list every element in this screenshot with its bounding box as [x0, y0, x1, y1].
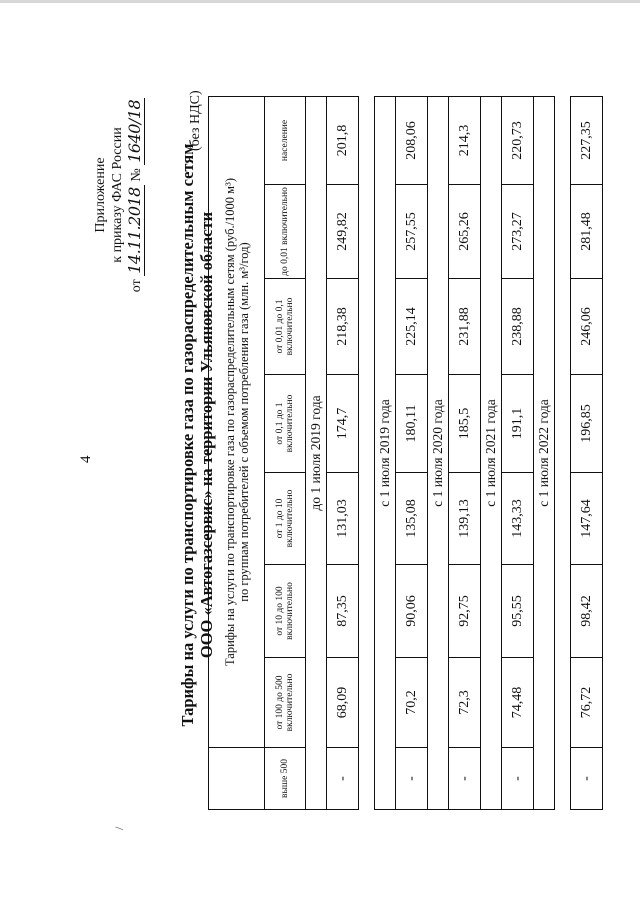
tariff-value: 273,27 — [502, 185, 534, 279]
period-label: с 1 июля 2021 года — [481, 97, 502, 810]
tariff-value: 281,48 — [571, 185, 603, 279]
tariff-value: - — [449, 748, 481, 810]
spacer-row — [555, 97, 571, 810]
order-date-prefix: от — [129, 279, 144, 293]
tariff-value: 227,35 — [571, 97, 603, 185]
tariff-value: 225,14 — [396, 279, 428, 375]
period-row — [534, 97, 555, 810]
table-row — [449, 97, 481, 810]
tariff-value: 74,48 — [502, 658, 534, 748]
tariff-value: 95,55 — [502, 565, 534, 658]
tariff-value: 214,3 — [449, 97, 481, 185]
tariff-value: 185,5 — [449, 375, 481, 473]
appendix-order-line — [126, 95, 145, 295]
column-header: от 100 до 500 включительно — [265, 658, 306, 748]
tariff-value: 98,42 — [571, 565, 603, 658]
tariff-value: - — [327, 748, 359, 810]
table-row — [396, 97, 428, 810]
column-header: от 1 до 10 включительно — [265, 473, 306, 565]
tariff-value: 246,06 — [571, 279, 603, 375]
tariff-value: 139,13 — [449, 473, 481, 565]
column-header: население — [265, 97, 306, 185]
tariff-value: 218,38 — [327, 279, 359, 375]
table-row — [327, 97, 359, 810]
period-label: до 1 июля 2019 года — [306, 97, 327, 810]
tariff-value: 249,82 — [327, 185, 359, 279]
tariff-table — [208, 96, 603, 810]
title-line-2: ООО «Автогазсервис» на территории Ульяновской области — [197, 211, 216, 659]
tariff-value: 201,8 — [327, 97, 359, 185]
period-label: с 1 июля 2022 года — [534, 97, 555, 810]
vat-note: (без НДС) — [188, 90, 203, 151]
tariff-value: - — [502, 748, 534, 810]
period-row — [306, 97, 327, 810]
tariff-value: 72,3 — [449, 658, 481, 748]
tariff-value: 70,2 — [396, 658, 428, 748]
caption-row — [209, 97, 265, 810]
period-label: с 1 июля 2019 года — [375, 97, 396, 810]
tariff-value: 257,55 — [396, 185, 428, 279]
period-row — [375, 97, 396, 810]
table-row — [571, 97, 603, 810]
tariff-value: 87,35 — [327, 565, 359, 658]
tariff-value: 238,88 — [502, 279, 534, 375]
tariff-value: 174,7 — [327, 375, 359, 473]
period-row — [481, 97, 502, 810]
tariff-value: 143,33 — [502, 473, 534, 565]
tariff-value: 231,88 — [449, 279, 481, 375]
tariff-value: 76,72 — [571, 658, 603, 748]
page-number: 4 — [78, 455, 94, 463]
order-number: 1640/18 — [125, 99, 144, 163]
appendix-title: Приложение — [93, 157, 108, 233]
header-row — [265, 97, 306, 810]
tariff-value: 92,75 — [449, 565, 481, 658]
tariff-value: 135,08 — [396, 473, 428, 565]
tariff-value: 220,73 — [502, 97, 534, 185]
tariff-value: 68,09 — [327, 658, 359, 748]
column-header: от 10 до 100 включительно — [265, 565, 306, 658]
column-header: от 0,1 до 1 включительно — [265, 375, 306, 473]
order-date: 14.11.2018 — [125, 187, 144, 274]
tariff-value: 265,26 — [449, 185, 481, 279]
order-number-prefix: № — [129, 168, 144, 182]
title-line-1: Тарифы на услуги по транспортировке газа по газораспределительным сетям — [178, 143, 197, 727]
tariff-value: - — [396, 748, 428, 810]
tariff-value: - — [571, 748, 603, 810]
tariff-value: 90,06 — [396, 565, 428, 658]
tariff-value: 191,1 — [502, 375, 534, 473]
column-header: от 0,01 до 0,1 включительно — [265, 279, 306, 375]
appendix-order-ref: к приказу ФАС России — [110, 127, 125, 263]
tariff-value: 196,85 — [571, 375, 603, 473]
tariff-value: 208,06 — [396, 97, 428, 185]
period-row — [428, 97, 449, 810]
tariff-value: 180,11 — [396, 375, 428, 473]
tariff-value: 131,03 — [327, 473, 359, 565]
period-label: с 1 июля 2020 года — [428, 97, 449, 810]
column-header: выше 500 — [265, 748, 306, 810]
table-row — [502, 97, 534, 810]
margin-mark: / — [112, 826, 126, 830]
appendix-block — [92, 95, 145, 295]
spacer-row — [359, 97, 375, 810]
tariff-value: 147,64 — [571, 473, 603, 565]
column-header: до 0,01 включительно — [265, 185, 306, 279]
table-caption: Тарифы на услуги по транспортировке газа по газораспределительным сетям (руб./1000 м³) по группам потребителей с объемом потребления газа (млн. м³/год) — [209, 97, 265, 748]
